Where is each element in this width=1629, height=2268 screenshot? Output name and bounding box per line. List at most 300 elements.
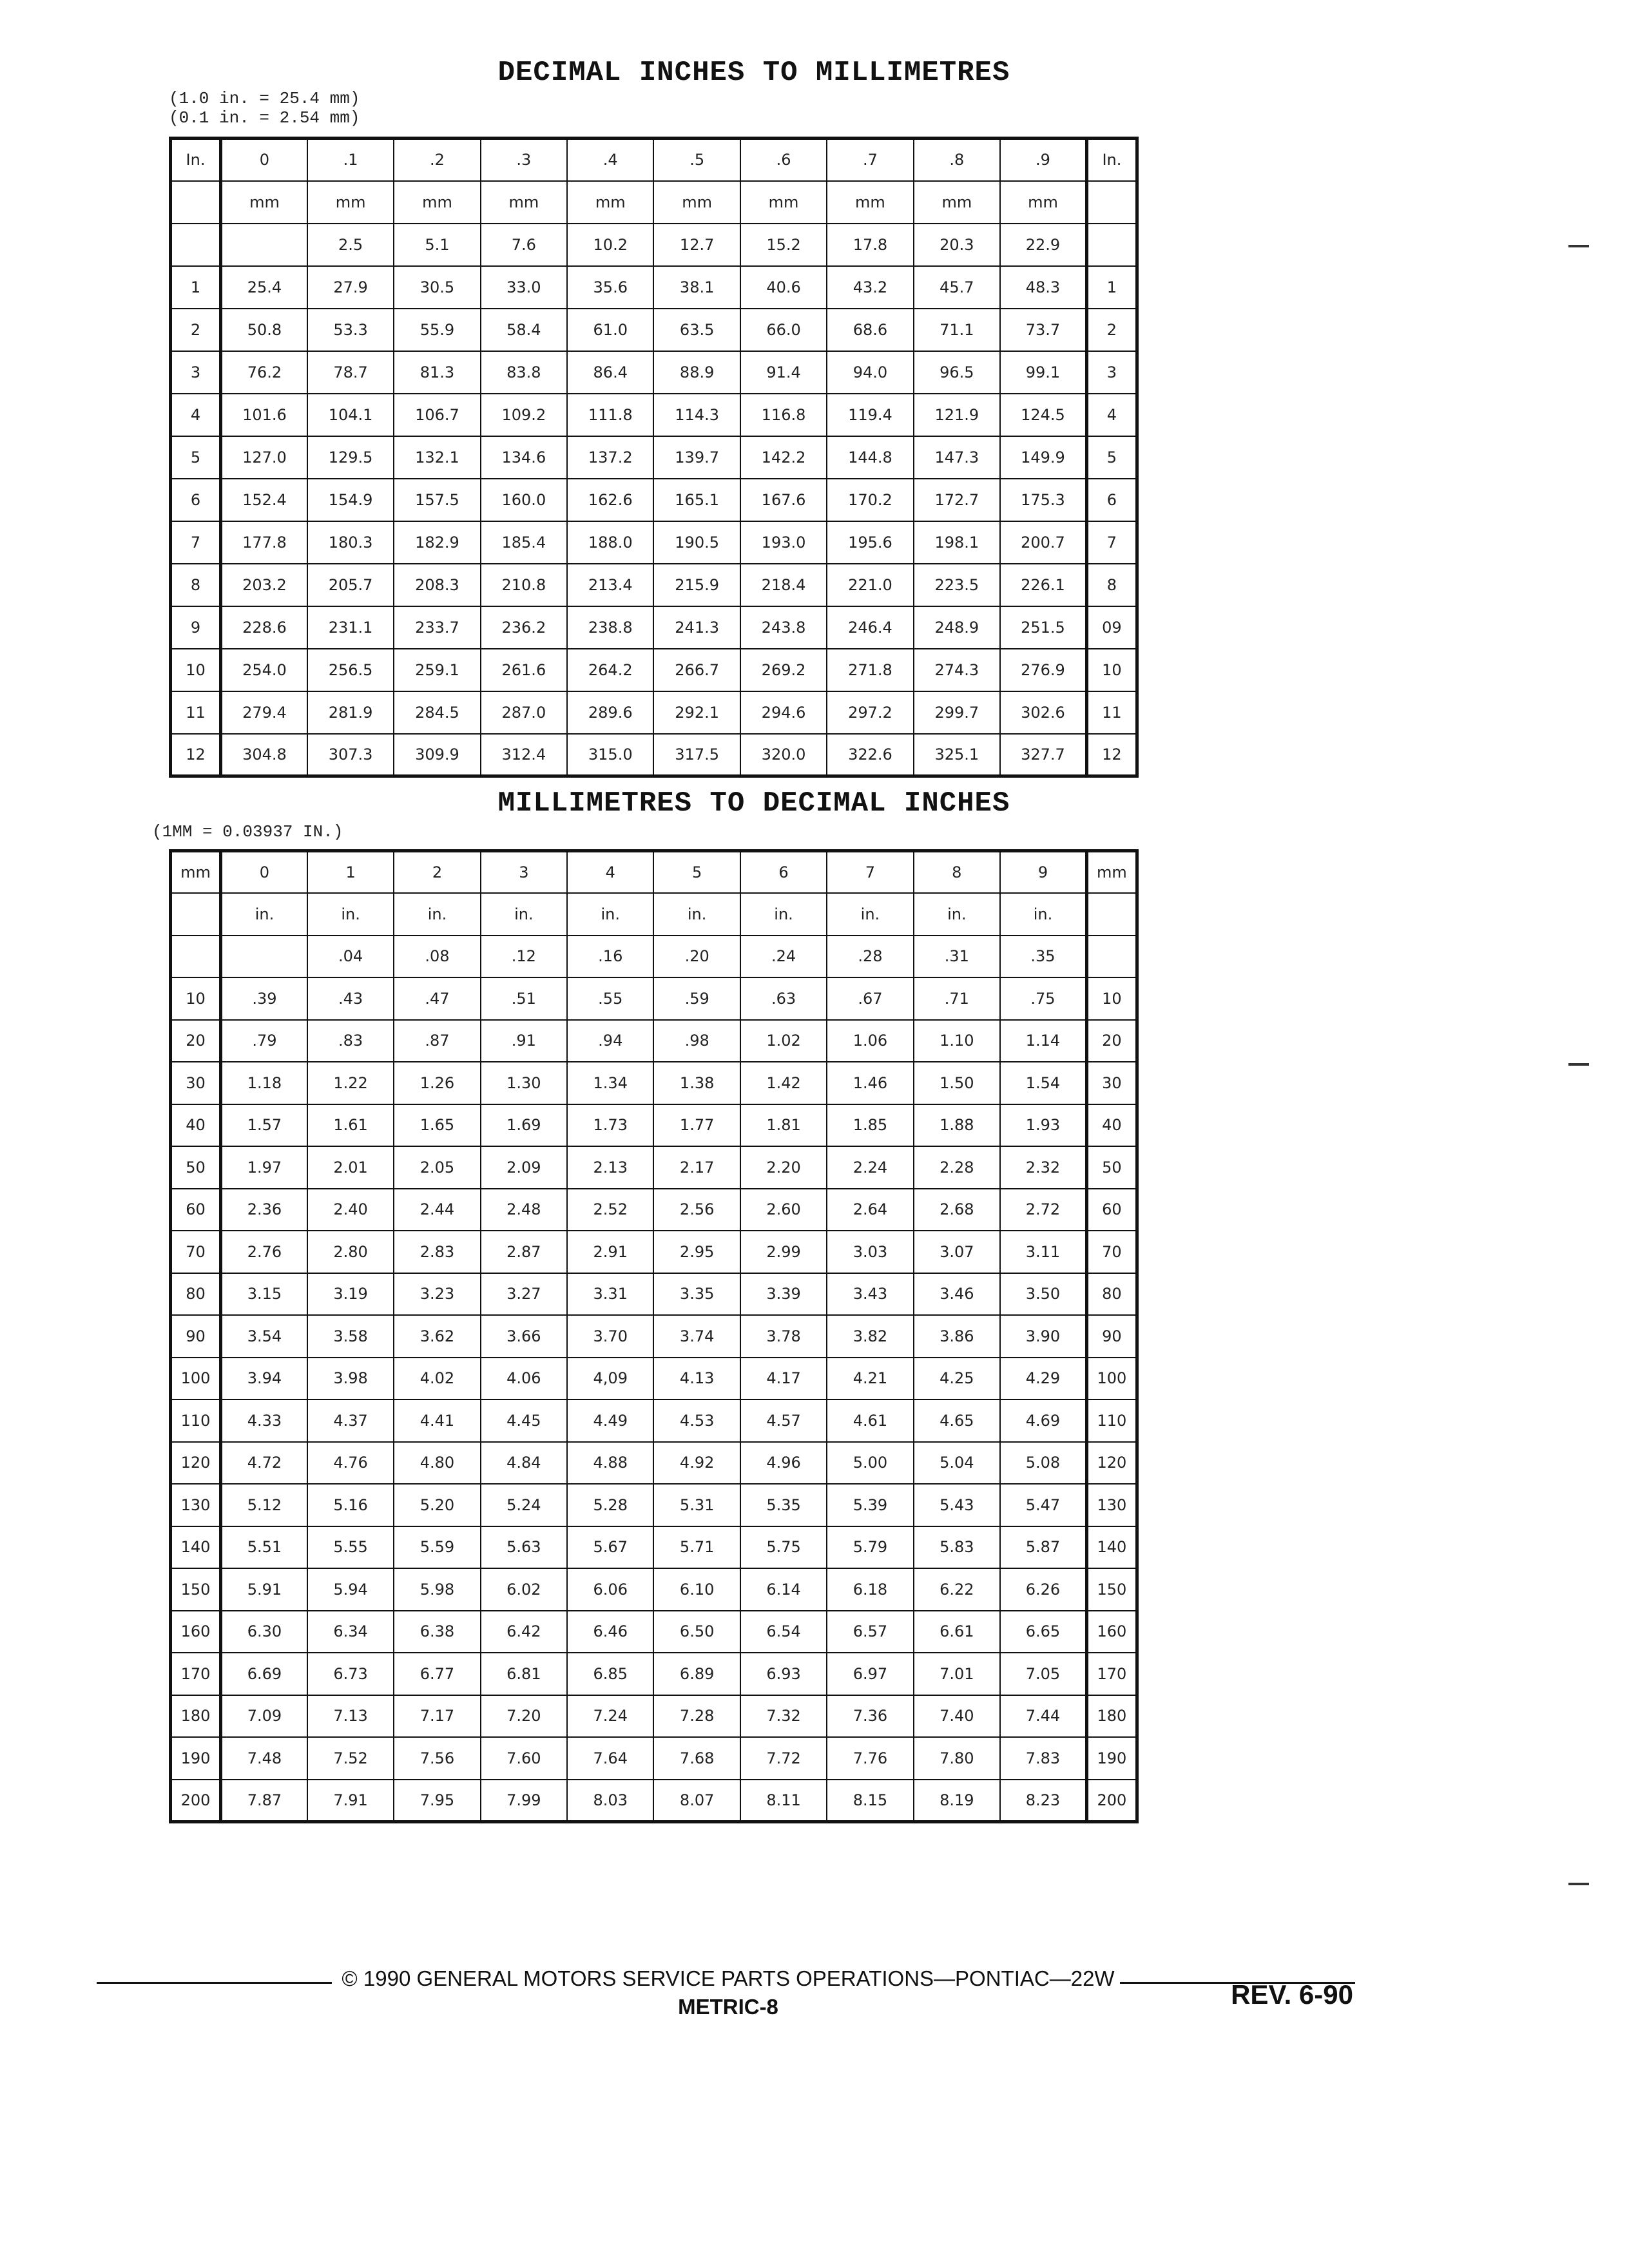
table-cell: 2.44 [394, 1189, 480, 1231]
table-cell: 7.36 [827, 1695, 913, 1738]
table-cell: 2.91 [567, 1231, 653, 1273]
table-cell: mm [567, 181, 653, 224]
table-cell: 121.9 [914, 394, 1000, 436]
table-cell: 320.0 [740, 734, 827, 776]
table-row [171, 1273, 1137, 1316]
table-cell: 1.81 [740, 1104, 827, 1147]
table-cell: 96.5 [914, 351, 1000, 394]
row-label-cell: 2 [1086, 309, 1137, 351]
row-label-cell: 130 [171, 1484, 221, 1526]
row-label-cell: 190 [171, 1737, 221, 1780]
row-label-cell: 160 [171, 1611, 221, 1653]
table-cell: 7.20 [481, 1695, 567, 1738]
row-label-cell: mm [1086, 851, 1137, 894]
table-row [171, 1442, 1137, 1485]
row-label-cell: 1 [171, 266, 221, 309]
table-cell: in. [914, 893, 1000, 936]
table-cell: 6.50 [653, 1611, 740, 1653]
table-row [171, 1484, 1137, 1526]
table-row [171, 1020, 1137, 1062]
table-cell: 4.57 [740, 1399, 827, 1442]
table-cell: 4.80 [394, 1442, 480, 1485]
row-label-cell: 100 [1086, 1358, 1137, 1400]
table-row [171, 1062, 1137, 1104]
table-cell: in. [827, 893, 913, 936]
table-cell: 101.6 [221, 394, 307, 436]
table-cell: .8 [914, 139, 1000, 181]
table-row [171, 977, 1137, 1020]
table-cell: 4.33 [221, 1399, 307, 1442]
table-cell: 5 [653, 851, 740, 894]
margin-tick [1568, 1063, 1589, 1066]
row-label-cell: 8 [171, 564, 221, 606]
units-row [171, 181, 1137, 224]
header-row [171, 851, 1137, 894]
mm-to-inches-table [169, 849, 1139, 1823]
table-cell: .28 [827, 936, 913, 978]
table-cell: 3.66 [481, 1315, 567, 1358]
row-label-cell: 6 [1086, 479, 1137, 521]
table-cell: 5.71 [653, 1526, 740, 1569]
row-label-cell: In. [171, 139, 221, 181]
table-cell: 3.54 [221, 1315, 307, 1358]
table-cell: 7.99 [481, 1780, 567, 1822]
table-cell: 142.2 [740, 436, 827, 479]
table-cell: .94 [567, 1020, 653, 1062]
row-label-cell: 12 [1086, 734, 1137, 776]
table-cell: 149.9 [1000, 436, 1086, 479]
row-label-cell [171, 893, 221, 936]
row-label-cell: 6 [171, 479, 221, 521]
table-cell: 6.02 [481, 1568, 567, 1611]
table-cell: 3 [481, 851, 567, 894]
table-cell: in. [567, 893, 653, 936]
table-cell: 5.35 [740, 1484, 827, 1526]
table-cell: 1.14 [1000, 1020, 1086, 1062]
table-cell: 1.42 [740, 1062, 827, 1104]
table-cell: .24 [740, 936, 827, 978]
table-cell: .20 [653, 936, 740, 978]
row-label-cell: 10 [1086, 649, 1137, 691]
table-cell: 3.82 [827, 1315, 913, 1358]
table-cell: 3.23 [394, 1273, 480, 1316]
table-cell: 2.28 [914, 1146, 1000, 1189]
table-cell: mm [653, 181, 740, 224]
table-cell: 233.7 [394, 606, 480, 649]
table-cell: 223.5 [914, 564, 1000, 606]
table-cell: 5.24 [481, 1484, 567, 1526]
table-cell: 3.58 [307, 1315, 394, 1358]
table-cell: 73.7 [1000, 309, 1086, 351]
units-row [171, 893, 1137, 936]
row-label-cell: 20 [171, 1020, 221, 1062]
table-cell: 7.64 [567, 1737, 653, 1780]
table-cell: .51 [481, 977, 567, 1020]
table-cell: 99.1 [1000, 351, 1086, 394]
row-label-cell [171, 224, 221, 266]
table-row [171, 1315, 1137, 1358]
table-cell: 94.0 [827, 351, 913, 394]
row-label-cell: 11 [171, 691, 221, 734]
footer-page-label: METRIC-8 [678, 1995, 778, 2019]
table-cell: .35 [1000, 936, 1086, 978]
table-cell: 6.77 [394, 1653, 480, 1695]
table-cell: 2.83 [394, 1231, 480, 1273]
table-cell: 1.02 [740, 1020, 827, 1062]
table-cell: 266.7 [653, 649, 740, 691]
row-label-cell: 150 [1086, 1568, 1137, 1611]
table-cell: .04 [307, 936, 394, 978]
table-cell: 3.70 [567, 1315, 653, 1358]
table-cell: 4.41 [394, 1399, 480, 1442]
table-cell: 170.2 [827, 479, 913, 521]
table-cell: .31 [914, 936, 1000, 978]
table-cell: in. [740, 893, 827, 936]
table-cell: 5.31 [653, 1484, 740, 1526]
table-cell: 2.76 [221, 1231, 307, 1273]
row-label-cell: 1 [1086, 266, 1137, 309]
table-cell: .1 [307, 139, 394, 181]
table-cell: 127.0 [221, 436, 307, 479]
footer-revision: REV. 6-90 [1231, 1979, 1353, 2010]
row-label-cell: 190 [1086, 1737, 1137, 1780]
conversion-note: (1.0 in. = 25.4 mm) [169, 89, 360, 108]
table-cell: 48.3 [1000, 266, 1086, 309]
row-label-cell: 110 [1086, 1399, 1137, 1442]
table-cell: 15.2 [740, 224, 827, 266]
table-cell: .47 [394, 977, 480, 1020]
table-row [171, 224, 1137, 266]
table-cell: 6.34 [307, 1611, 394, 1653]
row-label-cell: 5 [171, 436, 221, 479]
table-cell: .4 [567, 139, 653, 181]
table-cell: 0 [221, 851, 307, 894]
table-cell: 4,09 [567, 1358, 653, 1400]
table-cell: 66.0 [740, 309, 827, 351]
table-cell: 8.11 [740, 1780, 827, 1822]
row-label-cell: 120 [171, 1442, 221, 1485]
table-cell: 5.00 [827, 1442, 913, 1485]
table-cell: 269.2 [740, 649, 827, 691]
table-row [171, 1653, 1137, 1695]
table-cell: 104.1 [307, 394, 394, 436]
table-row [171, 1231, 1137, 1273]
table-cell: 5.28 [567, 1484, 653, 1526]
table-cell: 6.18 [827, 1568, 913, 1611]
table-cell: 144.8 [827, 436, 913, 479]
table-row [171, 1399, 1137, 1442]
table-cell: 1.85 [827, 1104, 913, 1147]
table-cell: 317.5 [653, 734, 740, 776]
table-cell: .12 [481, 936, 567, 978]
table-row [171, 936, 1137, 978]
table-cell: 1.65 [394, 1104, 480, 1147]
row-label-cell: 11 [1086, 691, 1137, 734]
margin-tick [1568, 1883, 1589, 1885]
table-cell: 246.4 [827, 606, 913, 649]
table-cell: 1.57 [221, 1104, 307, 1147]
row-label-cell: 140 [171, 1526, 221, 1569]
table-cell: .39 [221, 977, 307, 1020]
table-cell: 2.56 [653, 1189, 740, 1231]
table-cell: 40.6 [740, 266, 827, 309]
table-cell: 7.01 [914, 1653, 1000, 1695]
table-cell: 4 [567, 851, 653, 894]
table-cell: 2.52 [567, 1189, 653, 1231]
table-cell: 271.8 [827, 649, 913, 691]
table-cell: 81.3 [394, 351, 480, 394]
table-cell: 5.63 [481, 1526, 567, 1569]
inches-to-mm-table [169, 137, 1139, 778]
table-cell: 188.0 [567, 521, 653, 564]
table-row [171, 649, 1137, 691]
table-cell: 50.8 [221, 309, 307, 351]
table-cell: .67 [827, 977, 913, 1020]
table-cell: 299.7 [914, 691, 1000, 734]
table-cell: 5.79 [827, 1526, 913, 1569]
table-cell: 312.4 [481, 734, 567, 776]
table-cell: 38.1 [653, 266, 740, 309]
row-label-cell: 7 [171, 521, 221, 564]
table-cell: 2.05 [394, 1146, 480, 1189]
table-cell: 6 [740, 851, 827, 894]
table-cell: 4.45 [481, 1399, 567, 1442]
table-cell: 134.6 [481, 436, 567, 479]
row-label-cell: 10 [171, 977, 221, 1020]
table-row [171, 1737, 1137, 1780]
table-cell: 4.72 [221, 1442, 307, 1485]
table-cell: 1.73 [567, 1104, 653, 1147]
table-cell: 139.7 [653, 436, 740, 479]
row-label-cell: 150 [171, 1568, 221, 1611]
table-cell: 6.14 [740, 1568, 827, 1611]
table-cell: 5.59 [394, 1526, 480, 1569]
table-cell: 1.69 [481, 1104, 567, 1147]
table-cell: 1.10 [914, 1020, 1000, 1062]
table-cell: 6.26 [1000, 1568, 1086, 1611]
table-cell: 167.6 [740, 479, 827, 521]
table-cell: 91.4 [740, 351, 827, 394]
table-cell: 162.6 [567, 479, 653, 521]
table-row [171, 1358, 1137, 1400]
table-cell: 157.5 [394, 479, 480, 521]
table-cell: 71.1 [914, 309, 1000, 351]
table-cell: .7 [827, 139, 913, 181]
table-cell: mm [914, 181, 1000, 224]
table-cell: 327.7 [1000, 734, 1086, 776]
table-cell: 4.96 [740, 1442, 827, 1485]
table-cell: 2.64 [827, 1189, 913, 1231]
table-cell: 6.73 [307, 1653, 394, 1695]
table-cell: 5.67 [567, 1526, 653, 1569]
table-cell: 2.60 [740, 1189, 827, 1231]
table-row [171, 1568, 1137, 1611]
table-row [171, 394, 1137, 436]
table-cell: 177.8 [221, 521, 307, 564]
table-cell: 7.72 [740, 1737, 827, 1780]
table-cell: 5.08 [1000, 1442, 1086, 1485]
mm-to-inches-note: (1MM = 0.03937 IN.) [152, 822, 343, 841]
table-cell: 4.25 [914, 1358, 1000, 1400]
table-cell: 8 [914, 851, 1000, 894]
table-cell: 304.8 [221, 734, 307, 776]
table-cell [221, 224, 307, 266]
table-cell: mm [394, 181, 480, 224]
table-cell: 17.8 [827, 224, 913, 266]
table-cell: 213.4 [567, 564, 653, 606]
table-cell: 5.91 [221, 1568, 307, 1611]
table-cell: 58.4 [481, 309, 567, 351]
table-cell: 236.2 [481, 606, 567, 649]
table-cell: 5.39 [827, 1484, 913, 1526]
table-cell: 4.21 [827, 1358, 913, 1400]
table-row [171, 479, 1137, 521]
table-cell: 3.27 [481, 1273, 567, 1316]
table-cell: 279.4 [221, 691, 307, 734]
table-cell: 160.0 [481, 479, 567, 521]
table-cell: 2.24 [827, 1146, 913, 1189]
table-cell: 55.9 [394, 309, 480, 351]
table-cell: 4.76 [307, 1442, 394, 1485]
table-row [171, 1780, 1137, 1822]
table-cell: 4.49 [567, 1399, 653, 1442]
table-cell: 261.6 [481, 649, 567, 691]
table-cell: 6.69 [221, 1653, 307, 1695]
table-cell: 307.3 [307, 734, 394, 776]
table-cell: .2 [394, 139, 480, 181]
table-cell: 10.2 [567, 224, 653, 266]
table-cell: 175.3 [1000, 479, 1086, 521]
table-cell: 132.1 [394, 436, 480, 479]
row-label-cell: 60 [171, 1189, 221, 1231]
row-label-cell: mm [171, 851, 221, 894]
table-cell: 1.93 [1000, 1104, 1086, 1147]
table-cell: 20.3 [914, 224, 1000, 266]
table-cell: .9 [1000, 139, 1086, 181]
table-cell: 7.87 [221, 1780, 307, 1822]
row-label-cell: 120 [1086, 1442, 1137, 1485]
table-cell: 7.40 [914, 1695, 1000, 1738]
table-cell: 4.84 [481, 1442, 567, 1485]
table-cell: 3.50 [1000, 1273, 1086, 1316]
row-label-cell: 170 [1086, 1653, 1137, 1695]
table-cell: 1.30 [481, 1062, 567, 1104]
table-cell: 226.1 [1000, 564, 1086, 606]
row-label-cell: 180 [171, 1695, 221, 1738]
table-row [171, 564, 1137, 606]
table-row [171, 1611, 1137, 1653]
table-cell: 7.83 [1000, 1737, 1086, 1780]
table-cell: 5.1 [394, 224, 480, 266]
table-cell: 2.13 [567, 1146, 653, 1189]
mm-to-inches-title: MILLIMETRES TO DECIMAL INCHES [497, 787, 1010, 820]
table-cell: 322.6 [827, 734, 913, 776]
table-cell: 4.65 [914, 1399, 1000, 1442]
table-cell: 2.72 [1000, 1189, 1086, 1231]
table-cell: 43.2 [827, 266, 913, 309]
table-cell: 228.6 [221, 606, 307, 649]
table-cell: 4.37 [307, 1399, 394, 1442]
table-cell: 1.54 [1000, 1062, 1086, 1104]
table-cell: 152.4 [221, 479, 307, 521]
table-cell: 53.3 [307, 309, 394, 351]
table-cell: 2.40 [307, 1189, 394, 1231]
table-cell: 7.68 [653, 1737, 740, 1780]
table-row [171, 1146, 1137, 1189]
row-label-cell: 160 [1086, 1611, 1137, 1653]
table-cell: 33.0 [481, 266, 567, 309]
table-cell: 2.09 [481, 1146, 567, 1189]
table-cell: 231.1 [307, 606, 394, 649]
table-cell: 3.19 [307, 1273, 394, 1316]
row-label-cell: 200 [171, 1780, 221, 1822]
table-cell: 76.2 [221, 351, 307, 394]
table-cell: 1.26 [394, 1062, 480, 1104]
row-label-cell: 3 [171, 351, 221, 394]
table-row [171, 309, 1137, 351]
conversion-note: (0.1 in. = 2.54 mm) [169, 108, 360, 128]
row-label-cell [1086, 936, 1137, 978]
table-row [171, 436, 1137, 479]
table-cell: 297.2 [827, 691, 913, 734]
table-cell: 6.10 [653, 1568, 740, 1611]
table-cell: 325.1 [914, 734, 1000, 776]
row-label-cell: 09 [1086, 606, 1137, 649]
table-cell: 1.18 [221, 1062, 307, 1104]
table-cell: 5.47 [1000, 1484, 1086, 1526]
table-cell: 7 [827, 851, 913, 894]
table-cell: 274.3 [914, 649, 1000, 691]
table-cell: 4.88 [567, 1442, 653, 1485]
table-cell: 289.6 [567, 691, 653, 734]
table-cell: 86.4 [567, 351, 653, 394]
row-label-cell: 90 [171, 1315, 221, 1358]
table-cell: 6.97 [827, 1653, 913, 1695]
table-cell: 6.89 [653, 1653, 740, 1695]
table-cell: 4.61 [827, 1399, 913, 1442]
table-cell: 78.7 [307, 351, 394, 394]
table-cell: 215.9 [653, 564, 740, 606]
table-cell: .43 [307, 977, 394, 1020]
table-cell: 3.43 [827, 1273, 913, 1316]
table-row [171, 691, 1137, 734]
table-cell: .83 [307, 1020, 394, 1062]
table-cell: 6.65 [1000, 1611, 1086, 1653]
table-cell: 0 [221, 139, 307, 181]
table-cell: .98 [653, 1020, 740, 1062]
table-cell: 2.99 [740, 1231, 827, 1273]
table-cell: 45.7 [914, 266, 1000, 309]
row-label-cell: 70 [171, 1231, 221, 1273]
table-cell: 3.46 [914, 1273, 1000, 1316]
table-cell: 147.3 [914, 436, 1000, 479]
table-cell: mm [221, 181, 307, 224]
table-cell: 2.80 [307, 1231, 394, 1273]
table-cell: in. [394, 893, 480, 936]
table-cell: 259.1 [394, 649, 480, 691]
table-cell: 200.7 [1000, 521, 1086, 564]
row-label-cell: 10 [171, 649, 221, 691]
table-cell: 35.6 [567, 266, 653, 309]
row-label-cell: 80 [1086, 1273, 1137, 1316]
table-cell: 254.0 [221, 649, 307, 691]
margin-tick [1568, 245, 1589, 247]
table-cell: 1.77 [653, 1104, 740, 1147]
table-cell: .91 [481, 1020, 567, 1062]
table-cell: 154.9 [307, 479, 394, 521]
table-cell: 4.29 [1000, 1358, 1086, 1400]
table-cell: 5.51 [221, 1526, 307, 1569]
